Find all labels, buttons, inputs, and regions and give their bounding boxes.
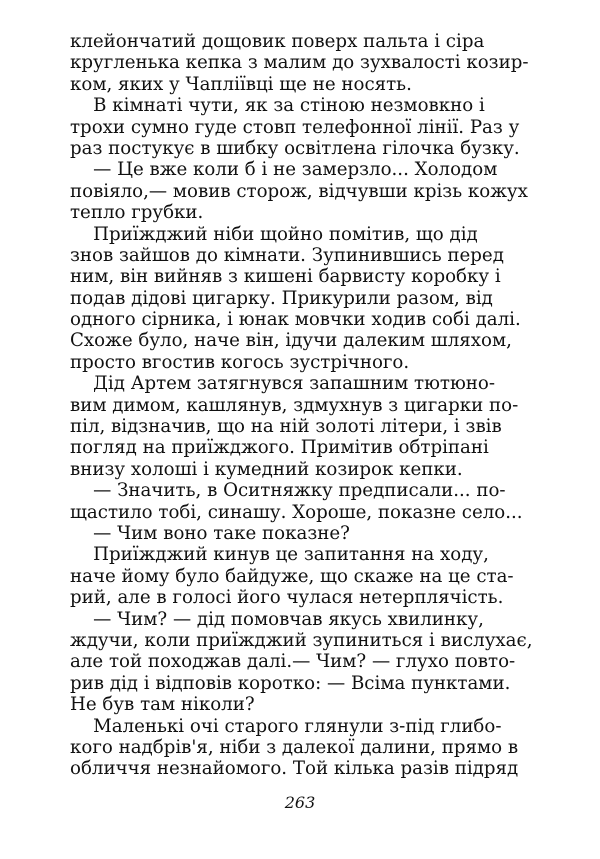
text-line: повіяло,— мовив сторож, відчувши крізь кожух bbox=[70, 180, 528, 202]
text-line: наче йому було байдуже, що скаже на це ста- bbox=[70, 565, 514, 587]
text-line: Схоже було, наче він, ідучи далеким шляхом, bbox=[70, 330, 512, 352]
text-line: кого надбрів'я, ніби з далекої далини, прямо в bbox=[70, 736, 519, 758]
text-line: ним, він вийняв з кишені барвисту коробку і bbox=[70, 266, 501, 288]
text-line: щастило тобі, синашу. Хороше, показне село... bbox=[70, 501, 523, 523]
text-line: знов зайшов до кімнати. Зупинившись перед bbox=[70, 244, 504, 266]
text-line: — Це вже коли б і не замерзло... Холодом bbox=[70, 159, 498, 181]
text-line: ком, яких у Чапліївці ще не носять. bbox=[70, 73, 412, 95]
text-line: кругленька кепка з малим до зухвалості козир- bbox=[70, 52, 529, 74]
text-line: рий, але в голосі його чулася нетерплячість. bbox=[70, 587, 504, 609]
text-line: Приїжджий ніби щойно помітив, що дід bbox=[70, 223, 478, 245]
text-line: подав дідові цигарку. Прикурили разом, від bbox=[70, 287, 493, 309]
text-line: тепло грубки. bbox=[70, 202, 204, 224]
page-number: 263 bbox=[284, 793, 316, 812]
text-line: — Значить, в Оситняжку предписали... по- bbox=[70, 480, 506, 502]
text-line: Не був там ніколи? bbox=[70, 694, 255, 716]
text-line: — Чим? — дід помовчав якусь хвилинку, bbox=[70, 608, 484, 630]
text-line: клейончатий дощовик поверх пальта і сіра bbox=[70, 31, 485, 52]
text-line: трохи сумно гуде стовп телефонної лінії. Раз у bbox=[70, 116, 520, 138]
text-line: Дід Артем затягнувся запашним тютюно- bbox=[70, 373, 496, 395]
text-line: але той походжав далі.— Чим? — глухо повто- bbox=[70, 651, 516, 673]
text-line: рив дід і відповів коротко: — Всіма пунктами. bbox=[70, 672, 511, 694]
text-line: погляд на приїжджого. Примітив обтріпані bbox=[70, 437, 489, 459]
text-line: внизу холоші і кумедний козирок кепки. bbox=[70, 458, 463, 480]
text-line: В кімнаті чути, як за стіною незмовкно і bbox=[70, 95, 485, 117]
text-line: одного сірника, і юнак мовчки ходив собі далі. bbox=[70, 309, 521, 331]
text-line: піл, відзначив, що на ній золоті літери, і звів bbox=[70, 416, 502, 438]
text-line: обличчя незнайомого. Той кілька разів підряд bbox=[70, 758, 519, 780]
text-line: раз постукує в шибку освітлена гілочка бузку. bbox=[70, 137, 520, 159]
body-text bbox=[70, 31, 532, 780]
text-line: Приїжджий кинув це запитання на ходу, bbox=[70, 544, 489, 566]
text-line: — Чим воно таке показне? bbox=[70, 522, 350, 544]
text-line: вим димом, кашлянув, здмухнув з цигарки по- bbox=[70, 394, 519, 416]
text-line: Маленькі очі старого глянули з-під глибо- bbox=[70, 715, 502, 737]
text-line: просто вгостив когось зустрічного. bbox=[70, 351, 410, 373]
text-line: ждучи, коли приїжджий зупиниться і вислухає, bbox=[70, 629, 533, 651]
